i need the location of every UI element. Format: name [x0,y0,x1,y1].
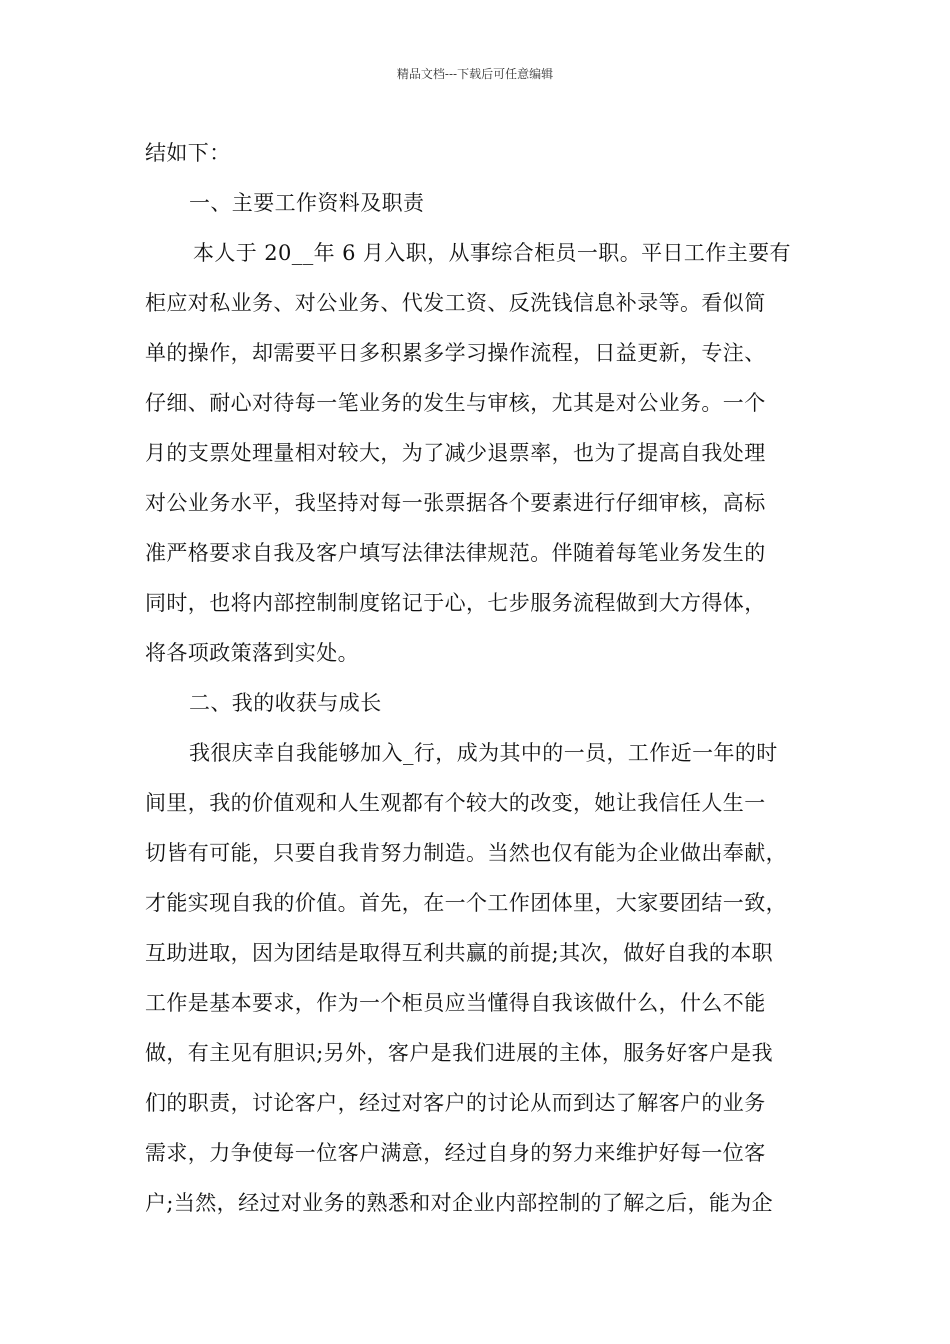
text-line: 仔细、耐心对待每一笔业务的发生与审核，尤其是对公业务。一个 [145,391,766,415]
text-line: 同时，也将内部控制制度铭记于心，七步服务流程做到大方得体， [145,591,766,615]
text-line: 做，有主见有胆识;另外，客户是我们进展的主体，服务好客户是我 [145,1041,774,1065]
text-line: 月的支票处理量相对较大，为了减少退票率，也为了提高自我处理 [145,441,766,465]
text-line: 才能实现自我的价值。首先，在一个工作团体里，大家要团结一致， [145,891,787,915]
text-line: 我很庆幸自我能够加入_行，成为其中的一员，工作近一年的时 [189,741,778,765]
text-line: 切皆有可能，只要自我肯努力制造。当然也仅有能为企业做出奉献， [145,841,787,865]
text-line: 对公业务水平，我坚持对每一张票据各个要素进行仔细审核，高标 [145,491,766,515]
section-heading: 二、我的收获与成长 [189,691,382,715]
text-line: 结如下： [145,141,231,165]
page-header: 精品文档---下载后可任意编辑 [396,67,554,81]
text-line: 工作是基本要求，作为一个柜员应当懂得自我该做什么，什么不能 [145,991,766,1015]
text-line: 柜应对私业务、对公业务、代发工资、反洗钱信息补录等。看似简 [145,291,766,315]
document-body [145,128,835,1228]
section-heading: 一、主要工作资料及职责 [189,191,425,215]
text-line: 间里，我的价值观和人生观都有个较大的改变，她让我信任人生一 [145,791,766,815]
text-line: 们的职责，讨论客户，经过对客户的讨论从而到达了解客户的业务 [145,1091,766,1115]
text-line: 将各项政策落到实处。 [145,641,359,665]
text-line: 单的操作，却需要平日多积累多学习操作流程，日益更新，专注、 [145,341,766,365]
text-line: 本人于 20__年 6 月入职，从事综合柜员一职。平日工作主要有 [193,241,791,265]
text-line: 互助进取，因为团结是取得互利共赢的前提;其次，做好自我的本职 [145,941,774,965]
text-line: 准严格要求自我及客户填写法律法律规范。伴随着每笔业务发生的 [145,541,766,565]
text-line: 户;当然，经过对业务的熟悉和对企业内部控制的了解之后，能为企 [145,1191,774,1215]
text-line: 需求，力争使每一位客户满意，经过自身的努力来维护好每一位客 [145,1141,766,1165]
